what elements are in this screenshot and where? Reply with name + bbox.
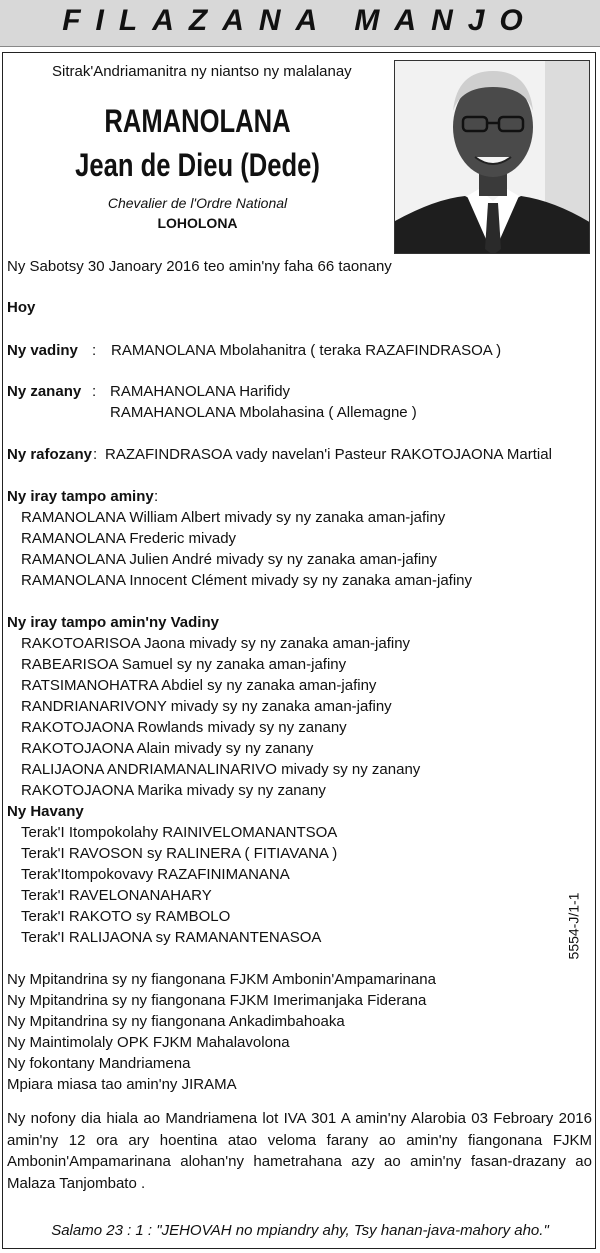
deceased-given-names: Jean de Dieu (Dede) (75, 147, 320, 183)
child-item: RAMAHANOLANA Harifidy (110, 383, 291, 400)
community-item: Ny Maintimolaly OPK FJKM Mahalavolona (7, 1034, 290, 1051)
psalm-quote: Salamo 23 : 1 : "JEHOVAH no mpiandry ahy, Tsy hanan-java-mahory aho." (51, 1222, 549, 1239)
hoy-label: Hoy (7, 299, 36, 316)
deceased-surname: RAMANOLANA (104, 103, 291, 139)
death-notice: Ny Sabotsy 30 Janoary 2016 teo amin'ny faha 66 taonany (7, 258, 392, 275)
page-title: FILAZANA MANJO (62, 4, 538, 37)
spouse-sibling-item: RAKOTOJAONA Alain mivady sy ny zanany (21, 740, 314, 757)
spouse-sibling-item: RAKOTOARISOA Jaona mivady sy ny zanaka aman-jafiny (21, 635, 411, 652)
relative-item: Terak'I RALIJAONA sy RAMANANTENASOA (21, 929, 322, 946)
grandchildren-colon: : (93, 446, 98, 463)
spouse-sibling-item: RANDRIANARIVONY mivady sy ny zanaka aman-jafiny (21, 698, 392, 715)
spouse-siblings-label: Ny iray tampo amin'ny Vadiny (7, 614, 219, 631)
children-colon: : (92, 383, 97, 400)
distinction: Chevalier de l'Ordre National (107, 195, 288, 211)
siblings-label: Ny iray tampo aminy (7, 488, 154, 505)
spouse-colon: : (92, 342, 97, 359)
intro-line: Sitrak'Andriamanitra ny niantso ny malalanay (52, 63, 352, 80)
relative-item: Terak'I RAVELONANAHARY (21, 887, 212, 904)
sibling-item: RAMANOLANA William Albert mivady sy ny zanaka aman-jafiny (21, 509, 446, 526)
community-item: Ny fokontany Mandriamena (7, 1055, 191, 1072)
portrait-illustration (395, 61, 590, 254)
spouse-sibling-item: RALIJAONA ANDRIAMANALINARIVO mivady sy ny zanany (21, 761, 421, 778)
relative-item: Terak'I Itompokolahy RAINIVELOMANANTSOA (21, 824, 338, 841)
header-banner (0, 0, 600, 47)
relative-item: Terak'Itompokovavy RAZAFINIMANANA (21, 866, 290, 883)
community-item: Ny Mpitandrina sy ny fiangonana FJKM Ambonin'Ampamarinana (7, 971, 436, 988)
relative-item: Terak'I RAKOTO sy RAMBOLO (21, 908, 231, 925)
portrait-photo (394, 60, 590, 254)
funeral-details: Ny nofony dia hiala ao Mandriamena lot IVA 301 A amin'ny Alarobia 03 Febroary 2016 amin'ny 12 ora ary hoentina atao veloma farany ao amin'ny fiangonana FJKM Ambonin'Ampamarinana alohan'ny hametrahana azy ao amin'ny fasan-drazany ao Malaza Tanjombato . (7, 1110, 592, 1192)
siblings-colon: : (154, 488, 159, 505)
relatives-label: Ny Havany (7, 803, 84, 820)
grandchildren-label: Ny rafozany (7, 446, 93, 463)
sibling-item: RAMANOLANA Julien André mivady sy ny zanaka aman-jafiny (21, 551, 438, 568)
sibling-item: RAMANOLANA Frederic mivady (21, 530, 237, 547)
spouse-sibling-item: RATSIMANOHATRA Abdiel sy ny zanaka aman-jafiny (21, 677, 377, 694)
spouse-sibling-item: RAKOTOJAONA Rowlands mivady sy ny zanany (21, 719, 347, 736)
child-item: RAMAHANOLANA Mbolahasina ( Allemagne ) (110, 404, 417, 421)
rank: LOHOLONA (157, 215, 238, 231)
community-item: Mpiara miasa tao amin'ny JIRAMA (7, 1076, 237, 1093)
children-label: Ny zanany (7, 383, 82, 400)
relative-item: Terak'I RAVOSON sy RALINERA ( FITIAVANA ) (21, 845, 338, 862)
community-item: Ny Mpitandrina sy ny fiangonana Ankadimbahoaka (7, 1013, 345, 1030)
reference-code: 5554-J/1-1 (565, 892, 582, 960)
spouse-sibling-item: RABEARISOA Samuel sy ny zanaka aman-jafiny (21, 656, 347, 673)
grandchildren-value: RAZAFINDRASOA vady navelan'i Pasteur RAKOTOJAONA Martial (105, 446, 552, 463)
spouse-label: Ny vadiny (7, 342, 78, 359)
spouse-value: RAMANOLANA Mbolahanitra ( teraka RAZAFINDRASOA ) (111, 342, 502, 359)
community-item: Ny Mpitandrina sy ny fiangonana FJKM Imerimanjaka Fiderana (7, 992, 427, 1009)
sibling-item: RAMANOLANA Innocent Clément mivady sy ny zanaka aman-jafiny (21, 572, 473, 589)
spouse-sibling-item: RAKOTOJAONA Marika mivady sy ny zanany (21, 782, 326, 799)
